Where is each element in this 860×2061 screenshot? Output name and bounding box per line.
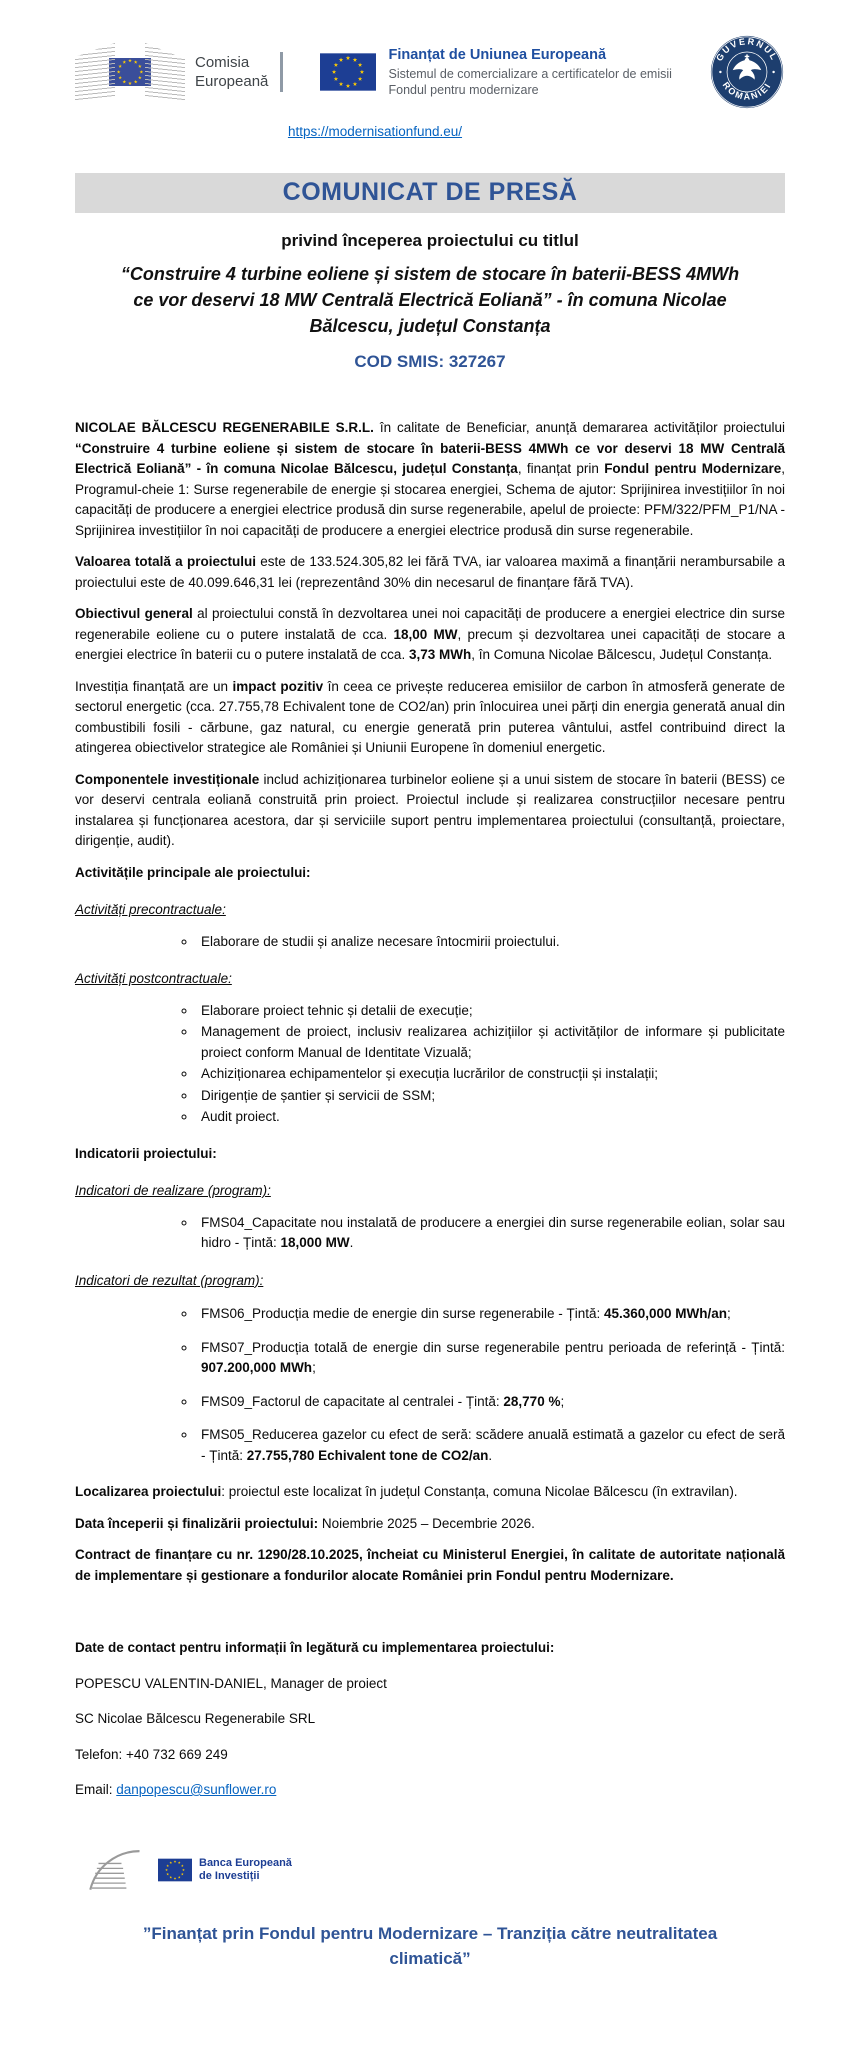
contact-line: [75, 1709, 785, 1730]
text-run: .: [349, 1235, 354, 1250]
text-run: FMS06_Producția medie de energie din surse regenerabile - Țintă:: [201, 1306, 604, 1321]
funding-quote: ”Finanțat prin Fondul pentru Modernizare – Tranziția către neutralitatea climatică”: [142, 1923, 718, 1968]
text-run: Contract de finanțare cu nr. 1290/28.10.2025, încheiat cu Ministerul Energiei, în calitate de autoritate națională de implementare și gestionare a fondurilor alocate României prin Fondul pentru Modernizare.: [75, 1547, 785, 1583]
text-run: Data începerii și finalizării proiectului:: [75, 1515, 319, 1531]
text-run: Date de contact pentru informații în legătură cu implementarea proiectului:: [75, 1640, 555, 1655]
list-item: [197, 1022, 785, 1063]
text-run: Activități precontractuale:: [75, 902, 226, 917]
text-run: Achiziționarea echipamentelor și execuția lucrărilor de construcții și instalații;: [201, 1066, 658, 1081]
paragraph: [75, 770, 785, 852]
text-run: Noiembrie 2025 – Decembrie 2026.: [318, 1515, 535, 1531]
eib-text-line2: de Investiții: [199, 1869, 260, 1882]
eib-logo: [87, 1845, 785, 1895]
text-run: Telefon: +40 732 669 249: [75, 1746, 228, 1762]
text-run: Indicatori de rezultat (program):: [75, 1272, 264, 1288]
text-run: în calitate de Beneficiar, anunță demararea activităților proiectului: [373, 420, 785, 435]
list-item: [197, 1392, 785, 1413]
eu-funding-subtitle1: Sistemul de comercializare a certificatelor de emisii: [388, 66, 672, 81]
contact-line: [75, 1674, 785, 1695]
list-item: [197, 1107, 785, 1128]
list-item: [197, 1304, 785, 1325]
seal-text-bottom: ROMÂNIEI: [720, 80, 774, 102]
text-run: : proiectul este localizat în județul Constanța, comuna Nicolae Bălcescu (în extravilan).: [221, 1484, 738, 1499]
text-run: Valoarea totală a proiectului: [75, 554, 256, 569]
list-item: [197, 1064, 785, 1085]
text-run: Dirigenție de șantier și servicii de SSM;: [201, 1087, 436, 1103]
text-run: 27.755,780 Echivalent tone de CO2/an: [246, 1447, 489, 1463]
paragraph: [75, 1545, 785, 1586]
subsection-label: [75, 1271, 785, 1292]
text-run: FMS09_Factorul de capacitate al centralei - Țintă:: [201, 1393, 504, 1409]
text-run: .: [488, 1447, 493, 1463]
section-heading: [75, 863, 785, 884]
text-run: 3,73 MWh: [408, 647, 472, 662]
eu-flag-icon: [109, 58, 151, 86]
banner-title: COMUNICAT DE PRESĂ: [282, 178, 578, 206]
subsection-label: [75, 900, 785, 921]
eu-flag-icon: [320, 53, 376, 91]
modernisation-fund-link[interactable]: https://modernisationfund.eu/: [287, 124, 463, 139]
ec-logo-line1: Comisia: [195, 54, 250, 71]
text-run: , Programul-cheie 1: Surse regenerabile de energie și stocarea energiei, Schema de ajutor: Sprijinirea investițiilor în noi capacități de producere a energiei electrice produsă din surse regenerabile, apelul de proiecte: PFM/322/PFM_P1/NA - Sprijinirea investițiilor în noi capacități de producere a energiei electrice produsă din surse regenerabile.: [75, 461, 785, 538]
paragraph: [75, 1482, 785, 1503]
text-run: Audit proiect.: [201, 1109, 280, 1124]
text-run: este de 133.524.305,82 lei fără TVA, iar valoarea maximă a finanțării nerambursabile a proiectului este de 40.099.646,31 lei (reprezentând 30% din necesarul de finanțare fără TVA).: [75, 554, 785, 590]
bullet-list: [75, 1304, 785, 1466]
email-link[interactable]: danpopescu@sunflower.ro: [116, 1782, 277, 1797]
text-run: 907.200,000 MWh: [201, 1360, 313, 1375]
text-run: , finanțat prin: [517, 461, 605, 476]
ec-logo-text: [195, 53, 268, 91]
bullet-list: [75, 932, 785, 953]
contact-line: [75, 1745, 785, 1766]
text-run: 18,000 MW: [280, 1235, 350, 1250]
text-run: ;: [312, 1360, 316, 1375]
text-run: :: [212, 1145, 217, 1161]
text-run: 45.360,000 MWh/an: [603, 1306, 728, 1321]
paragraph: [75, 552, 785, 593]
text-run: Activitățile principale ale proiectului:: [75, 864, 311, 880]
paragraph: [75, 1514, 785, 1535]
text-run: includ achiziționarea turbinelor eoliene și a unui sistem de stocare în baterii (BESS) ce vor deservi centrala eoliană construită prin proiect. Proiectul include și realizarea construcțiilor necesare pentru instalarea și funcționarea acestora, dar și serviciile suport pentru implementarea proiectului (consultanță, proiectare, dirigenție, audit).: [75, 771, 785, 848]
text-run: SC Nicolae Bălcescu Regenerabile SRL: [75, 1711, 316, 1726]
text-run: FMS07_Producția totală de energie din surse regenerabile pentru perioada de referință - Țintă:: [201, 1339, 785, 1355]
project-title: “Construire 4 turbine eoliene și sistem de stocare în baterii-BESS 4MWh ce vor deservi 18 MW Centrală Electrică Eoliană” - în comuna Nicolae Bălcescu, județul Constanța: [120, 264, 740, 336]
text-run: , în Comuna Nicolae Bălcescu, Județul Constanța.: [471, 647, 773, 662]
text-run: Email:: [75, 1782, 117, 1797]
header-logos: [75, 34, 785, 110]
text-run: 28,770 %: [503, 1393, 561, 1409]
text-run: , precum și dezvoltarea unei capacități de stocare a energiei electrice în baterii cu o putere instalată de cca.: [75, 626, 785, 662]
text-run: ;: [727, 1306, 731, 1321]
eu-funding-text: [388, 47, 671, 98]
press-release-banner: [75, 173, 785, 213]
text-run: FMS04_Capacitate nou instalată de producere a energiei din surse regenerabile eolian, solar sau hidro - Țintă:: [201, 1214, 785, 1250]
list-item: [197, 1213, 785, 1254]
eu-funding-title: Finanțat de Uniunea Europeană: [388, 46, 607, 63]
text-run: Elaborare de studii și analize necesare întocmirii proiectului.: [201, 933, 560, 949]
text-run: Elaborare proiect tehnic și detalii de execuție;: [201, 1002, 473, 1018]
press-release-subtitle: privind începerea proiectului cu titlul: [281, 231, 579, 250]
section-heading: [75, 1638, 785, 1659]
text-run: în ceea ce privește reducerea emisiilor de carbon în atmosferă generate de sectorul energetic (cca. 27.755,78 Echivalent tone de CO2/an) prin înlocuirea unei părți din energia generată anual din combustibili fosili - cărbune, gaz natural, cu energie generată prin puterea vântului, astfel contribuind direct la atingerea obiectivelor strategice ale României și Uniunii Europene în domeniul energetic.: [75, 678, 785, 755]
list-item: [197, 1338, 785, 1379]
cod-smis: COD SMIS: 327267: [354, 352, 506, 371]
list-item: [197, 1001, 785, 1022]
text-run: Obiectivul general: [75, 606, 193, 621]
subsection-label: [75, 1181, 785, 1202]
header-link-row: [75, 123, 785, 141]
text-run: ;: [560, 1393, 565, 1409]
text-run: al proiectului constă în dezvoltarea unei noi capacități de producere a energiei electrice din surse regenerabile eoliene cu o putere instalată de cca.: [75, 606, 785, 642]
ec-fan-left-decoration: [75, 43, 115, 101]
text-run: Indicatori de realizare (program):: [75, 1183, 271, 1198]
eu-flag-icon: [158, 1858, 192, 1882]
text-run: impact pozitiv: [232, 678, 324, 694]
list-item: [197, 932, 785, 953]
list-item: [197, 1086, 785, 1107]
text-run: Indicatorii proiectului: [75, 1145, 213, 1161]
eu-funding-logo: [320, 47, 671, 98]
text-run: Management de proiect, inclusiv realizarea achizițiilor și activităților de informare și publicitate proiect conform Manual de Identitate Vizuală;: [201, 1024, 785, 1060]
text-run: “Construire 4 turbine eoliene și sistem de stocare în baterii-BESS 4MWh ce vor deservi 18 MW Centrală Electrică Eoliană” - în comuna Nicolae Bălcescu, județul Constanța: [75, 440, 785, 476]
subsection-label: [75, 969, 785, 990]
bullet-list: [75, 1001, 785, 1128]
ec-logo-line2: Europeană: [195, 73, 269, 90]
ec-logo-divider: [280, 52, 283, 92]
text-run: 18,00 MW: [393, 626, 458, 642]
text-run: Fondul pentru Modernizare: [604, 461, 782, 476]
romanian-government-seal: [709, 34, 785, 110]
eib-text-line1: Banca Europeană: [199, 1856, 292, 1869]
text-run: Investiția finanțată are un: [75, 678, 233, 694]
seal-text-top: GUVERNUL: [714, 36, 780, 63]
text-run: NICOLAE BĂLCESCU REGENERABILE S.R.L.: [75, 420, 374, 435]
paragraph: [75, 677, 785, 759]
eib-logo-glyph: [87, 1845, 151, 1895]
list-item: [197, 1425, 785, 1466]
text-run: Localizarea proiectului: [75, 1484, 222, 1499]
eib-logo-text: [199, 1857, 292, 1883]
european-commission-logo: [75, 45, 283, 99]
ec-fan-right-decoration: [145, 43, 185, 101]
text-run: FMS05_Reducerea gazelor cu efect de seră: scădere anuală estimată a gazelor cu efect de seră - Țintă:: [201, 1427, 785, 1463]
contact-line: [75, 1780, 785, 1801]
paragraph: [75, 604, 785, 666]
text-run: Activități postcontractuale:: [75, 971, 232, 986]
bullet-list: [75, 1213, 785, 1254]
text-run: Componentele investiționale: [75, 771, 260, 787]
eu-funding-subtitle2: Fondul pentru modernizare: [388, 82, 539, 97]
text-run: POPESCU VALENTIN-DANIEL, Manager de proiect: [75, 1675, 387, 1691]
paragraph: [75, 418, 785, 541]
document-body: [75, 418, 785, 1801]
section-heading: [75, 1144, 785, 1165]
